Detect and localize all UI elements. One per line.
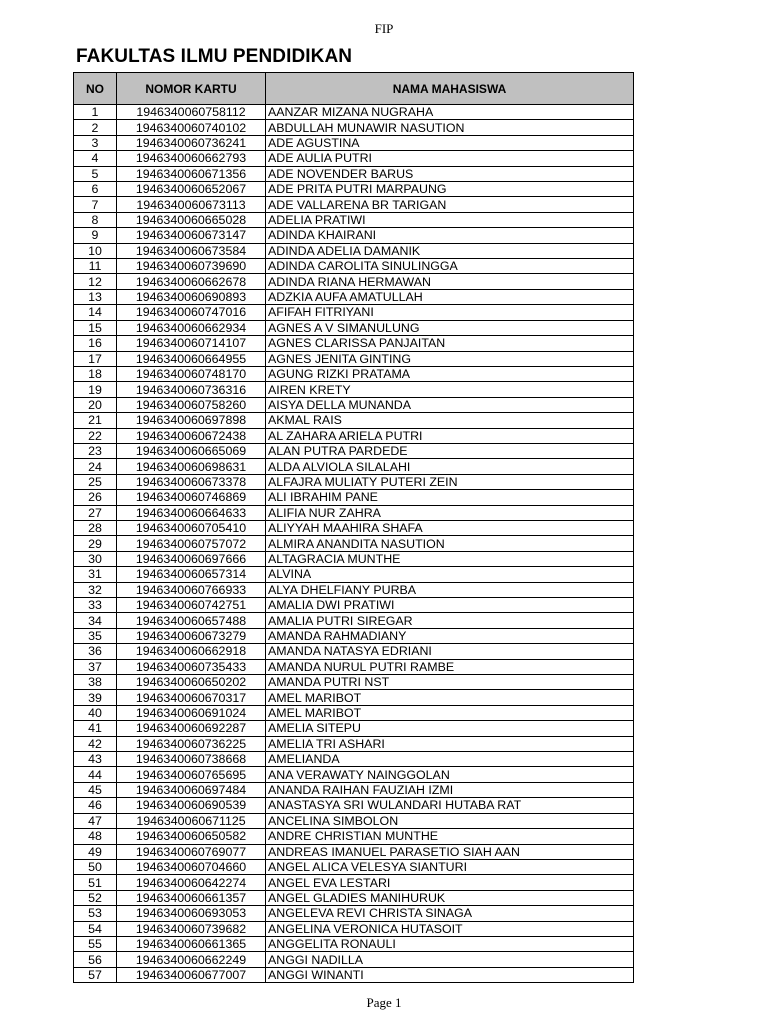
cell-no: 21 bbox=[74, 413, 117, 428]
cell-nama-mahasiswa: AL ZAHARA ARIELA PUTRI bbox=[266, 428, 634, 443]
table-row bbox=[74, 274, 634, 289]
cell-nomor-kartu: 1946340060673113 bbox=[117, 197, 266, 212]
table-row bbox=[74, 305, 634, 320]
cell-no: 49 bbox=[74, 844, 117, 859]
column-header-no: NO bbox=[74, 73, 117, 105]
cell-nomor-kartu: 1946340060704660 bbox=[117, 859, 266, 874]
cell-no: 46 bbox=[74, 798, 117, 813]
table-row bbox=[74, 182, 634, 197]
cell-no: 17 bbox=[74, 351, 117, 366]
table-row bbox=[74, 859, 634, 874]
table-row bbox=[74, 813, 634, 828]
cell-nama-mahasiswa: ANGGI WINANTI bbox=[266, 967, 634, 982]
cell-nomor-kartu: 1946340060690539 bbox=[117, 798, 266, 813]
cell-nama-mahasiswa: AMEL MARIBOT bbox=[266, 705, 634, 720]
cell-nama-mahasiswa: AIREN KRETY bbox=[266, 382, 634, 397]
cell-nomor-kartu: 1946340060642274 bbox=[117, 875, 266, 890]
student-table bbox=[73, 72, 634, 983]
cell-nomor-kartu: 1946340060748170 bbox=[117, 366, 266, 381]
table-row bbox=[74, 120, 634, 135]
cell-nama-mahasiswa: ADE NOVENDER BARUS bbox=[266, 166, 634, 181]
cell-no: 14 bbox=[74, 305, 117, 320]
cell-no: 37 bbox=[74, 659, 117, 674]
cell-nomor-kartu: 1946340060657314 bbox=[117, 567, 266, 582]
cell-nomor-kartu: 1946340060662678 bbox=[117, 274, 266, 289]
cell-nama-mahasiswa: AKMAL RAIS bbox=[266, 413, 634, 428]
table-row bbox=[74, 490, 634, 505]
cell-nomor-kartu: 1946340060662918 bbox=[117, 644, 266, 659]
cell-no: 23 bbox=[74, 443, 117, 458]
cell-no: 52 bbox=[74, 890, 117, 905]
cell-nama-mahasiswa: ABDULLAH MUNAWIR NASUTION bbox=[266, 120, 634, 135]
cell-no: 35 bbox=[74, 628, 117, 643]
cell-no: 15 bbox=[74, 320, 117, 335]
cell-no: 7 bbox=[74, 197, 117, 212]
cell-nomor-kartu: 1946340060765695 bbox=[117, 767, 266, 782]
cell-no: 47 bbox=[74, 813, 117, 828]
cell-no: 38 bbox=[74, 675, 117, 690]
table-row bbox=[74, 906, 634, 921]
cell-no: 27 bbox=[74, 505, 117, 520]
cell-nama-mahasiswa: AGNES A V SIMANULUNG bbox=[266, 320, 634, 335]
cell-nomor-kartu: 1946340060665028 bbox=[117, 212, 266, 227]
table-row bbox=[74, 798, 634, 813]
cell-nomor-kartu: 1946340060698631 bbox=[117, 459, 266, 474]
table-row bbox=[74, 875, 634, 890]
cell-nomor-kartu: 1946340060673147 bbox=[117, 228, 266, 243]
cell-no: 25 bbox=[74, 474, 117, 489]
cell-no: 57 bbox=[74, 967, 117, 982]
cell-no: 6 bbox=[74, 182, 117, 197]
cell-nomor-kartu: 1946340060736316 bbox=[117, 382, 266, 397]
cell-no: 12 bbox=[74, 274, 117, 289]
cell-nomor-kartu: 1946340060664955 bbox=[117, 351, 266, 366]
table-row bbox=[74, 752, 634, 767]
cell-nama-mahasiswa: ANGEL EVA LESTARI bbox=[266, 875, 634, 890]
cell-no: 41 bbox=[74, 721, 117, 736]
cell-nama-mahasiswa: ALTAGRACIA MUNTHE bbox=[266, 551, 634, 566]
table-row bbox=[74, 520, 634, 535]
cell-no: 31 bbox=[74, 567, 117, 582]
cell-nomor-kartu: 1946340060697484 bbox=[117, 782, 266, 797]
cell-nomor-kartu: 1946340060697898 bbox=[117, 413, 266, 428]
table-row bbox=[74, 382, 634, 397]
cell-nomor-kartu: 1946340060691024 bbox=[117, 705, 266, 720]
table-row bbox=[74, 967, 634, 982]
cell-nama-mahasiswa: ANDREAS IMANUEL PARASETIO SIAH AAN bbox=[266, 844, 634, 859]
table-row bbox=[74, 397, 634, 412]
cell-no: 3 bbox=[74, 135, 117, 150]
cell-nomor-kartu: 1946340060670317 bbox=[117, 690, 266, 705]
table-row bbox=[74, 921, 634, 936]
table-row bbox=[74, 628, 634, 643]
cell-nomor-kartu: 1946340060662934 bbox=[117, 320, 266, 335]
cell-no: 11 bbox=[74, 259, 117, 274]
cell-nomor-kartu: 1946340060742751 bbox=[117, 598, 266, 613]
cell-no: 32 bbox=[74, 582, 117, 597]
table-row bbox=[74, 936, 634, 951]
column-header-nama-mahasiswa: NAMA MAHASISWA bbox=[266, 73, 634, 105]
cell-nama-mahasiswa: ALYA DHELFIANY PURBA bbox=[266, 582, 634, 597]
table-row bbox=[74, 505, 634, 520]
page-title: FAKULTAS ILMU PENDIDIKAN bbox=[76, 46, 353, 67]
cell-nomor-kartu: 1946340060672438 bbox=[117, 428, 266, 443]
cell-no: 2 bbox=[74, 120, 117, 135]
table-row bbox=[74, 736, 634, 751]
cell-no: 43 bbox=[74, 752, 117, 767]
cell-nama-mahasiswa: ANCELINA SIMBOLON bbox=[266, 813, 634, 828]
cell-nama-mahasiswa: ADINDA CAROLITA SINULINGGA bbox=[266, 259, 634, 274]
cell-nama-mahasiswa: AMEL MARIBOT bbox=[266, 690, 634, 705]
cell-no: 40 bbox=[74, 705, 117, 720]
cell-nama-mahasiswa: AMALIA DWI PRATIWI bbox=[266, 598, 634, 613]
cell-nama-mahasiswa: AMANDA PUTRI NST bbox=[266, 675, 634, 690]
cell-no: 39 bbox=[74, 690, 117, 705]
table-row bbox=[74, 598, 634, 613]
cell-no: 45 bbox=[74, 782, 117, 797]
cell-nama-mahasiswa: ADELIA PRATIWI bbox=[266, 212, 634, 227]
cell-nomor-kartu: 1946340060671356 bbox=[117, 166, 266, 181]
table-row bbox=[74, 659, 634, 674]
cell-no: 26 bbox=[74, 490, 117, 505]
table-row bbox=[74, 644, 634, 659]
cell-nama-mahasiswa: ADINDA ADELIA DAMANIK bbox=[266, 243, 634, 258]
cell-nomor-kartu: 1946340060758260 bbox=[117, 397, 266, 412]
cell-nama-mahasiswa: ADE AULIA PUTRI bbox=[266, 151, 634, 166]
cell-nomor-kartu: 1946340060662793 bbox=[117, 151, 266, 166]
cell-no: 18 bbox=[74, 366, 117, 381]
cell-nama-mahasiswa: ANGEL GLADIES MANIHURUK bbox=[266, 890, 634, 905]
cell-nama-mahasiswa: AMANDA NATASYA EDRIANI bbox=[266, 644, 634, 659]
cell-no: 54 bbox=[74, 921, 117, 936]
cell-nomor-kartu: 1946340060736225 bbox=[117, 736, 266, 751]
table-row bbox=[74, 767, 634, 782]
cell-nama-mahasiswa: ANANDA RAIHAN FAUZIAH IZMI bbox=[266, 782, 634, 797]
cell-nama-mahasiswa: ALAN PUTRA PARDEDE bbox=[266, 443, 634, 458]
cell-nama-mahasiswa: AGNES CLARISSA PANJAITAN bbox=[266, 336, 634, 351]
table-row bbox=[74, 336, 634, 351]
cell-no: 22 bbox=[74, 428, 117, 443]
cell-nomor-kartu: 1946340060652067 bbox=[117, 182, 266, 197]
cell-nomor-kartu: 1946340060714107 bbox=[117, 336, 266, 351]
cell-nama-mahasiswa: AMELIA TRI ASHARI bbox=[266, 736, 634, 751]
table-row bbox=[74, 613, 634, 628]
cell-no: 42 bbox=[74, 736, 117, 751]
cell-nama-mahasiswa: AANZAR MIZANA NUGRAHA bbox=[266, 105, 634, 120]
cell-nama-mahasiswa: ANASTASYA SRI WULANDARI HUTABA RAT bbox=[266, 798, 634, 813]
table-row bbox=[74, 413, 634, 428]
cell-nama-mahasiswa: ADINDA RIANA HERMAWAN bbox=[266, 274, 634, 289]
table-row bbox=[74, 675, 634, 690]
cell-nomor-kartu: 1946340060766933 bbox=[117, 582, 266, 597]
cell-nomor-kartu: 1946340060673584 bbox=[117, 243, 266, 258]
cell-no: 33 bbox=[74, 598, 117, 613]
page-header-label: FIP bbox=[374, 21, 394, 36]
column-header-nomor-kartu: NOMOR KARTU bbox=[117, 73, 266, 105]
table-row bbox=[74, 551, 634, 566]
cell-nama-mahasiswa: ALIFIA NUR ZAHRA bbox=[266, 505, 634, 520]
cell-nama-mahasiswa: ALFAJRA MULIATY PUTERI ZEIN bbox=[266, 474, 634, 489]
cell-no: 48 bbox=[74, 829, 117, 844]
cell-nomor-kartu: 1946340060662249 bbox=[117, 952, 266, 967]
cell-nama-mahasiswa: ANDRE CHRISTIAN MUNTHE bbox=[266, 829, 634, 844]
cell-nomor-kartu: 1946340060757072 bbox=[117, 536, 266, 551]
table-row bbox=[74, 474, 634, 489]
cell-nama-mahasiswa: AMELIANDA bbox=[266, 752, 634, 767]
table-row bbox=[74, 105, 634, 120]
cell-nama-mahasiswa: AGUNG RIZKI PRATAMA bbox=[266, 366, 634, 381]
cell-no: 1 bbox=[74, 105, 117, 120]
table-row bbox=[74, 705, 634, 720]
cell-nama-mahasiswa: ADZKIA AUFA AMATULLAH bbox=[266, 289, 634, 304]
table-row bbox=[74, 243, 634, 258]
cell-nama-mahasiswa: ALVINA bbox=[266, 567, 634, 582]
cell-no: 55 bbox=[74, 936, 117, 951]
cell-no: 34 bbox=[74, 613, 117, 628]
table-row bbox=[74, 844, 634, 859]
cell-no: 24 bbox=[74, 459, 117, 474]
cell-no: 8 bbox=[74, 212, 117, 227]
table-body bbox=[74, 105, 634, 983]
table-row bbox=[74, 197, 634, 212]
cell-nama-mahasiswa: ADE VALLARENA BR TARIGAN bbox=[266, 197, 634, 212]
cell-nomor-kartu: 1946340060705410 bbox=[117, 520, 266, 535]
table-row bbox=[74, 320, 634, 335]
table-row bbox=[74, 443, 634, 458]
cell-nomor-kartu: 1946340060740102 bbox=[117, 120, 266, 135]
cell-nama-mahasiswa: AISYA DELLA MUNANDA bbox=[266, 397, 634, 412]
table-row bbox=[74, 166, 634, 181]
cell-nomor-kartu: 1946340060735433 bbox=[117, 659, 266, 674]
cell-nama-mahasiswa: ADE PRITA PUTRI MARPAUNG bbox=[266, 182, 634, 197]
cell-nama-mahasiswa: ANA VERAWATY NAINGGOLAN bbox=[266, 767, 634, 782]
cell-nama-mahasiswa: ALMIRA ANANDITA NASUTION bbox=[266, 536, 634, 551]
cell-nama-mahasiswa: AMANDA RAHMADIANY bbox=[266, 628, 634, 643]
cell-nama-mahasiswa: ANGGELITA RONAULI bbox=[266, 936, 634, 951]
cell-nama-mahasiswa: ANGEL ALICA VELESYA SIANTURI bbox=[266, 859, 634, 874]
table-row bbox=[74, 259, 634, 274]
table-row bbox=[74, 536, 634, 551]
cell-nama-mahasiswa: ANGGI NADILLA bbox=[266, 952, 634, 967]
cell-no: 5 bbox=[74, 166, 117, 181]
cell-nomor-kartu: 1946340060661365 bbox=[117, 936, 266, 951]
cell-nomor-kartu: 1946340060664633 bbox=[117, 505, 266, 520]
cell-nama-mahasiswa: ALI IBRAHIM PANE bbox=[266, 490, 634, 505]
cell-no: 9 bbox=[74, 228, 117, 243]
table-row bbox=[74, 459, 634, 474]
cell-nama-mahasiswa: ALDA ALVIOLA SILALAHI bbox=[266, 459, 634, 474]
cell-nomor-kartu: 1946340060739682 bbox=[117, 921, 266, 936]
cell-nomor-kartu: 1946340060650582 bbox=[117, 829, 266, 844]
cell-no: 36 bbox=[74, 644, 117, 659]
cell-no: 10 bbox=[74, 243, 117, 258]
cell-nama-mahasiswa: AMELIA SITEPU bbox=[266, 721, 634, 736]
table-row bbox=[74, 366, 634, 381]
cell-no: 13 bbox=[74, 289, 117, 304]
cell-nomor-kartu: 1946340060747016 bbox=[117, 305, 266, 320]
cell-nomor-kartu: 1946340060769077 bbox=[117, 844, 266, 859]
table-row bbox=[74, 567, 634, 582]
cell-no: 20 bbox=[74, 397, 117, 412]
cell-no: 53 bbox=[74, 906, 117, 921]
cell-no: 4 bbox=[74, 151, 117, 166]
cell-no: 51 bbox=[74, 875, 117, 890]
cell-no: 44 bbox=[74, 767, 117, 782]
table-row bbox=[74, 351, 634, 366]
cell-no: 56 bbox=[74, 952, 117, 967]
table-row bbox=[74, 690, 634, 705]
cell-nomor-kartu: 1946340060739690 bbox=[117, 259, 266, 274]
cell-nomor-kartu: 1946340060746869 bbox=[117, 490, 266, 505]
table-header-row bbox=[74, 73, 634, 105]
cell-nomor-kartu: 1946340060661357 bbox=[117, 890, 266, 905]
table-row bbox=[74, 782, 634, 797]
cell-no: 29 bbox=[74, 536, 117, 551]
cell-nomor-kartu: 1946340060697666 bbox=[117, 551, 266, 566]
cell-nomor-kartu: 1946340060690893 bbox=[117, 289, 266, 304]
cell-nomor-kartu: 1946340060693053 bbox=[117, 906, 266, 921]
cell-nomor-kartu: 1946340060665069 bbox=[117, 443, 266, 458]
cell-nama-mahasiswa: AFIFAH FITRIYANI bbox=[266, 305, 634, 320]
table-row bbox=[74, 952, 634, 967]
cell-nama-mahasiswa: ANGELEVA REVI CHRISTA SINAGA bbox=[266, 906, 634, 921]
table-row bbox=[74, 890, 634, 905]
cell-nama-mahasiswa: AMALIA PUTRI SIREGAR bbox=[266, 613, 634, 628]
cell-nomor-kartu: 1946340060673279 bbox=[117, 628, 266, 643]
cell-nomor-kartu: 1946340060736241 bbox=[117, 135, 266, 150]
page-footer: Page 1 bbox=[366, 995, 402, 1010]
cell-nomor-kartu: 1946340060650202 bbox=[117, 675, 266, 690]
cell-nomor-kartu: 1946340060692287 bbox=[117, 721, 266, 736]
cell-nama-mahasiswa: AMANDA NURUL PUTRI RAMBE bbox=[266, 659, 634, 674]
cell-no: 16 bbox=[74, 336, 117, 351]
cell-nama-mahasiswa: ANGELINA VERONICA HUTASOIT bbox=[266, 921, 634, 936]
cell-nomor-kartu: 1946340060673378 bbox=[117, 474, 266, 489]
table-row bbox=[74, 228, 634, 243]
cell-nama-mahasiswa: ADE AGUSTINA bbox=[266, 135, 634, 150]
cell-nomor-kartu: 1946340060671125 bbox=[117, 813, 266, 828]
table-row bbox=[74, 135, 634, 150]
table-row bbox=[74, 721, 634, 736]
table-row bbox=[74, 428, 634, 443]
cell-nomor-kartu: 1946340060738668 bbox=[117, 752, 266, 767]
table-row bbox=[74, 289, 634, 304]
cell-no: 50 bbox=[74, 859, 117, 874]
cell-no: 28 bbox=[74, 520, 117, 535]
table-row bbox=[74, 151, 634, 166]
cell-nomor-kartu: 1946340060657488 bbox=[117, 613, 266, 628]
cell-nama-mahasiswa: AGNES JENITA GINTING bbox=[266, 351, 634, 366]
cell-nomor-kartu: 1946340060677007 bbox=[117, 967, 266, 982]
cell-nama-mahasiswa: ALIYYAH MAAHIRA SHAFA bbox=[266, 520, 634, 535]
cell-no: 19 bbox=[74, 382, 117, 397]
table-row bbox=[74, 582, 634, 597]
cell-nama-mahasiswa: ADINDA KHAIRANI bbox=[266, 228, 634, 243]
cell-no: 30 bbox=[74, 551, 117, 566]
table-row bbox=[74, 212, 634, 227]
cell-nomor-kartu: 1946340060758112 bbox=[117, 105, 266, 120]
table-row bbox=[74, 829, 634, 844]
